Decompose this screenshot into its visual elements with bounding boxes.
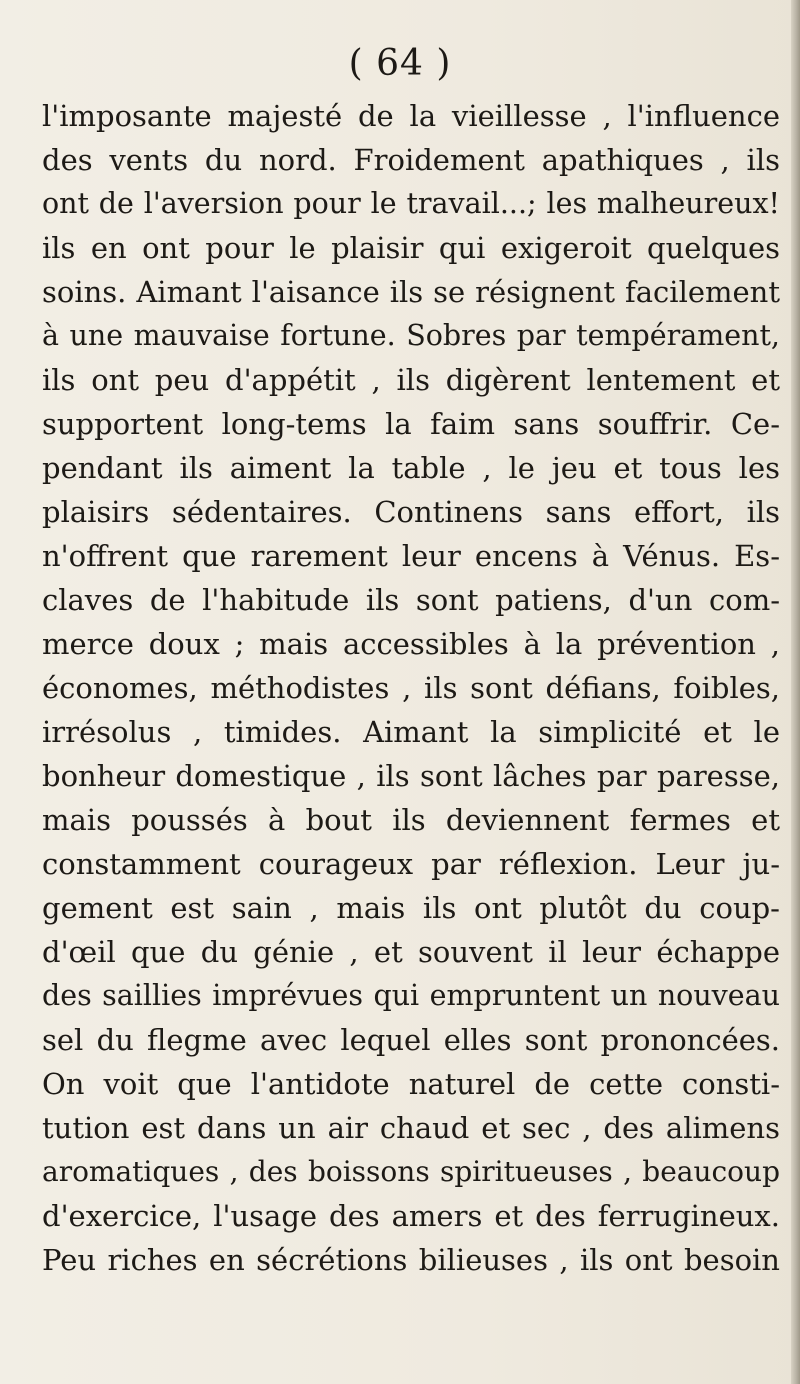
text-line: plaisirs sédentaires. Continens sans effort, ils: [42, 495, 780, 529]
text-line: merce doux ; mais accessibles à la prévention ,: [42, 627, 780, 661]
text-line: des vents du nord. Froidement apathiques , ils: [42, 143, 780, 177]
text-line: des saillies imprévues qui empruntent un nouveau: [42, 979, 780, 1012]
text-line: supportent long-tems la faim sans souffrir. Ce-: [42, 407, 780, 441]
text-line: constamment courageux par réflexion. Leur ju-: [42, 847, 780, 881]
page-edge: [791, 0, 800, 1384]
text-line: d'exercice, l'usage des amers et des ferrugineux.: [42, 1199, 780, 1233]
page-number: ( 64 ): [348, 43, 452, 84]
text-line: l'imposante majesté de la vieillesse , l'influence: [42, 99, 780, 133]
text-line: ils en ont pour le plaisir qui exigeroit quelques: [42, 231, 780, 265]
text-line: sel du flegme avec lequel elles sont prononcées.: [42, 1023, 780, 1057]
text-line: claves de l'habitude ils sont patiens, d'un com-: [42, 583, 780, 617]
text-line: gement est sain , mais ils ont plutôt du coup-: [42, 891, 780, 925]
text-line: d'œil que du génie , et souvent il leur échappe: [42, 935, 780, 969]
text-line: mais poussés à bout ils deviennent fermes et: [42, 803, 780, 837]
text-line: à une mauvaise fortune. Sobres par tempérament,: [42, 319, 780, 352]
text-line: ils ont peu d'appétit , ils digèrent lentement et: [42, 363, 780, 397]
text-line: pendant ils aiment la table , le jeu et tous les: [42, 451, 780, 485]
text-line: n'offrent que rarement leur encens à Vénus. Es-: [42, 539, 780, 573]
text-line: aromatiques , des boissons spiritueuses , beaucoup: [42, 1155, 780, 1188]
text-line: bonheur domestique , ils sont lâches par paresse,: [42, 759, 780, 793]
text-line: On voit que l'antidote naturel de cette consti-: [42, 1067, 780, 1101]
text-line: soins. Aimant l'aisance ils se résignent facilement: [42, 275, 780, 309]
text-line: ont de l'aversion pour le travail...; les malheureux!: [42, 187, 780, 220]
text-line: tution est dans un air chaud et sec , des alimens: [42, 1111, 780, 1145]
text-line: irrésolus , timides. Aimant la simplicité et le: [42, 715, 780, 749]
text-line: Peu riches en sécrétions bilieuses , ils ont besoin: [42, 1243, 780, 1277]
body-text: [42, 94, 780, 1282]
text-line: économes, méthodistes , ils sont défians, foibles,: [42, 671, 780, 705]
